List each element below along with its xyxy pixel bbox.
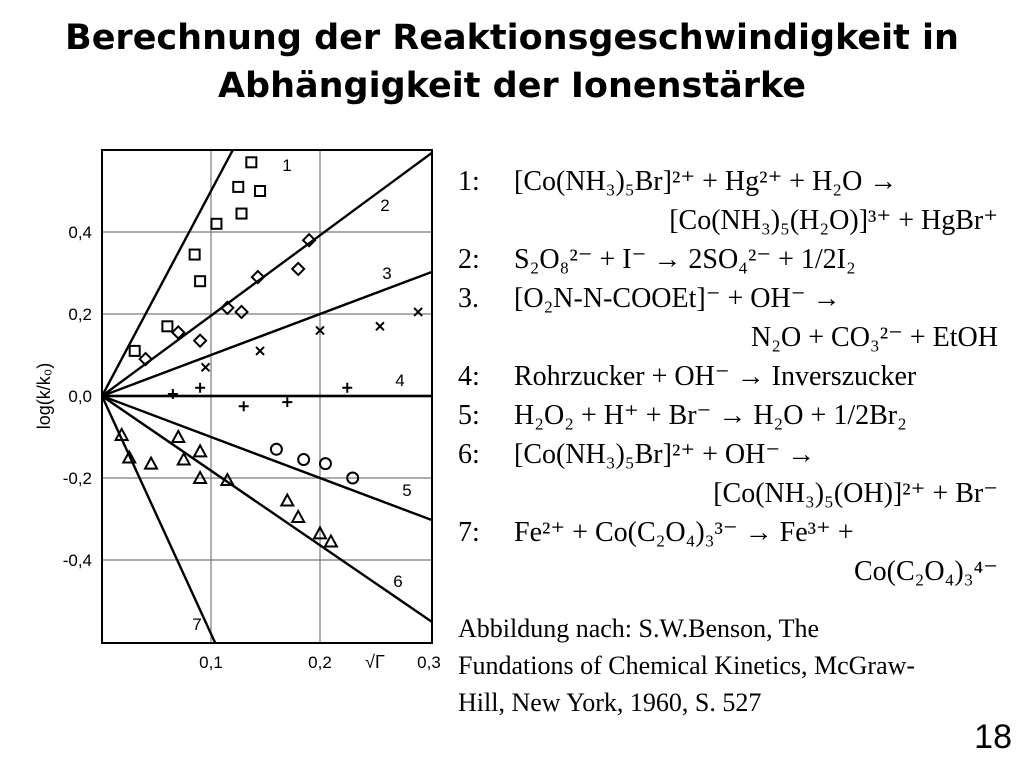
series-label: 5	[402, 481, 412, 500]
data-point-square	[233, 182, 243, 192]
reaction-row-6	[458, 435, 1018, 474]
data-point-square	[130, 346, 140, 356]
data-point-diamond	[194, 335, 206, 347]
x-tick-label: 0,3	[417, 653, 441, 672]
y-tick-label: -0,2	[62, 469, 92, 488]
reaction-row-4	[458, 357, 1018, 396]
reaction-row-3	[458, 279, 1018, 318]
data-point-triangle	[194, 445, 206, 456]
reaction-number: 2:	[458, 244, 480, 275]
data-point-triangle	[172, 431, 184, 442]
y-tick-label: 0,0	[68, 387, 92, 406]
reaction-number: 7:	[458, 517, 480, 548]
data-point-diamond	[292, 263, 304, 275]
fit-line-2	[102, 75, 455, 396]
reaction-row-5	[458, 396, 1018, 435]
reaction-equation: [O₂N-N-COOEt]⁻ + OH⁻ →	[514, 283, 841, 314]
fit-line-6	[102, 396, 455, 694]
data-point-triangle	[145, 458, 157, 469]
reaction-row-2	[458, 240, 1018, 279]
caption-line-2: Fundations of Chemical Kinetics, McGraw-	[458, 651, 916, 680]
reaction-equation-continuation: [Co(NH₃)₅(OH)]²⁺ + Br⁻	[713, 478, 998, 509]
data-point-plus	[168, 389, 178, 399]
data-point-plus	[239, 401, 249, 411]
series-label: 7	[192, 615, 202, 634]
fit-line-1	[102, 0, 455, 396]
series-label: 3	[382, 264, 392, 283]
reaction-equation: H₂O₂ + H⁺ + Br⁻ → H₂O + 1/2Br₂	[514, 400, 907, 431]
series-label: 6	[393, 572, 403, 591]
reaction-number: 5:	[458, 400, 480, 431]
y-axis-label: log(k/k₀)	[34, 362, 54, 430]
reaction-row-1	[458, 162, 1018, 201]
page-number: 18	[974, 718, 1012, 756]
reaction-row-3-continued	[458, 318, 1018, 357]
series-label: 1	[282, 156, 292, 175]
reaction-equation: S₂O₈²⁻ + I⁻ → 2SO₄²⁻ + 1/2I₂	[514, 244, 856, 275]
reaction-row-1-continued	[458, 201, 1018, 240]
figure-caption	[458, 610, 1018, 721]
reaction-row-6-continued	[458, 474, 1018, 513]
data-point-square	[246, 157, 256, 167]
reaction-number: 1:	[458, 166, 480, 197]
reaction-equation: [Co(NH₃)₅Br]²⁺ + Hg²⁺ + H₂O →	[514, 166, 898, 197]
y-tick-label: 0,4	[68, 223, 92, 242]
slide-title-line-2: Abhängigkeit der Ionenstärke	[217, 66, 807, 106]
data-point-square	[190, 250, 200, 260]
x-axis-label: √Γ	[365, 652, 385, 672]
data-point-square	[195, 276, 205, 286]
data-point-cross	[376, 322, 384, 330]
ionic-strength-chart	[0, 0, 455, 768]
caption-line-3: Hill, New York, 1960, S. 527	[458, 688, 762, 717]
data-point-triangle	[281, 495, 293, 506]
data-point-triangle	[325, 536, 337, 547]
data-point-square	[255, 186, 265, 196]
data-point-circle	[271, 444, 282, 455]
slide-title-line-1: Berechnung der Reaktionsgeschwindigkeit in	[65, 18, 959, 58]
data-point-square	[162, 321, 172, 331]
y-tick-label: -0,4	[62, 551, 92, 570]
reaction-list	[458, 162, 1018, 591]
reaction-equation-continuation: [Co(NH₃)₅(H₂O)]³⁺ + HgBr⁺	[669, 205, 998, 236]
data-point-cross	[414, 308, 422, 316]
data-point-circle	[320, 458, 331, 469]
x-tick-label: 0,2	[308, 653, 332, 672]
reaction-equation-continuation: Co(C₂O₄)₃⁴⁻	[853, 556, 998, 587]
data-point-diamond	[236, 306, 248, 318]
reaction-number: 6:	[458, 439, 480, 470]
data-point-square	[237, 209, 247, 219]
caption-line-1: Abbildung nach: S.W.Benson, The	[458, 614, 820, 643]
reaction-row-7-continued	[458, 552, 1018, 591]
reaction-row-7	[458, 513, 1018, 552]
reaction-equation-continuation: N₂O + CO₃²⁻ + EtOH	[751, 322, 998, 353]
series-label: 4	[395, 371, 405, 390]
data-point-square	[211, 219, 221, 229]
data-point-plus	[342, 383, 352, 393]
data-point-cross	[202, 363, 210, 371]
reaction-equation: Fe²⁺ + Co(C₂O₄)₃³⁻ → Fe³⁺ +	[514, 517, 854, 548]
reaction-number: 3.	[458, 283, 479, 314]
data-point-plus	[282, 397, 292, 407]
x-tick-label: 0,1	[199, 653, 223, 672]
reaction-number: 4:	[458, 361, 480, 392]
reaction-equation: [Co(NH₃)₅Br]²⁺ + OH⁻ →	[514, 439, 816, 470]
y-tick-label: 0,2	[68, 305, 92, 324]
data-point-circle	[298, 454, 309, 465]
data-point-plus	[195, 383, 205, 393]
reaction-equation: Rohrzucker + OH⁻ → Inverszucker	[514, 361, 917, 392]
data-point-cross	[256, 347, 264, 355]
series-label: 2	[380, 196, 390, 215]
data-point-triangle	[292, 511, 304, 522]
